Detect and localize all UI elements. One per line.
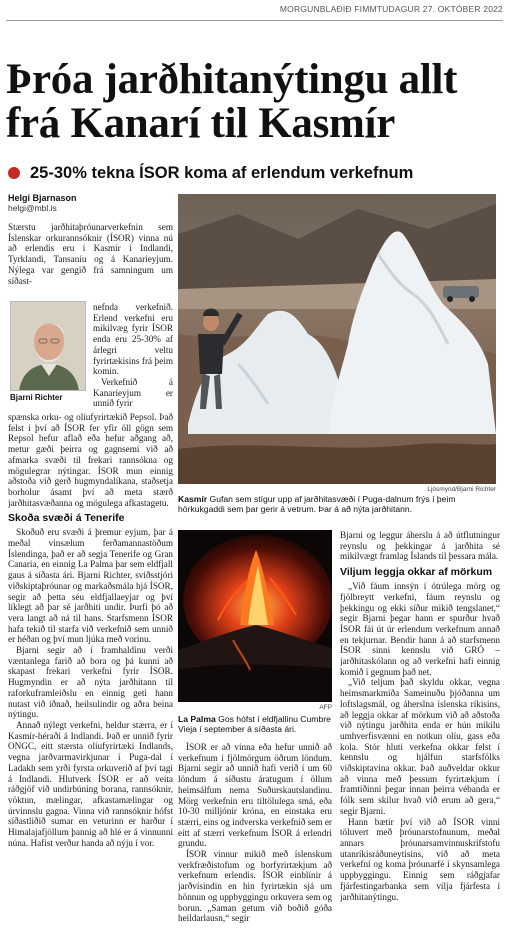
headline-line-2: frá Kanarí til Kasmír xyxy=(6,100,395,147)
headline xyxy=(6,58,506,146)
column-2-body xyxy=(178,742,332,942)
kasmir-photo-caption xyxy=(178,494,496,514)
header-rule xyxy=(6,20,503,21)
byline-author: Helgi Bjarnason xyxy=(8,193,77,203)
column-1-body xyxy=(8,412,173,940)
kasmir-photo-image xyxy=(178,194,496,484)
portrait-image xyxy=(11,302,86,391)
la-palma-photo xyxy=(178,530,332,702)
paragraph: Verkefnið á Kanaríeyjum er unnið fyrir xyxy=(93,376,173,409)
caption-lead: La Palma xyxy=(178,714,216,724)
section-heading: Viljum leggja okkar af mörkum xyxy=(340,566,493,579)
kasmir-photo xyxy=(178,194,496,484)
paragraph: „Við teljum það skyldu okkar, vegna heimsmarkmiða Sameinuðu þjóðanna um loftslagsmál, og áherslna íslenska ríkisins, að leggja okkar af mörkum við að aðstoða við nýtingu jarðhita enda er hún mikilu umhverfisvænni en notkun olíu, gass eða kola. Stór hluti verkefna okkar felst í kennslu og hjálfun starfsfólks viðskiptavina okkar. Það auðveldar okkur að vinna með þessum fyrirtækjum í framtíðinni þegar innan þeirra vébanda er fólk sem skilur hvað við erum að gera,“ segir Bjarni. xyxy=(340,677,500,816)
la-palma-photo-caption xyxy=(178,714,332,734)
kasmir-photo-credit: Ljósmynd/Bjarni Richter xyxy=(427,486,496,493)
paragraph: ÍSOR er að vinna eða hefur unnið að verkefnum í fjölmörgum öðrum löndum. Bjarni segir að unnið hafi verið í um 60 löndum á síðustu áratugum í öllum heimsálfum nema Suðurskautslandinu. Mörg verkefnin eru tiltölulega smá, eða 10-30 milljónir króna, en einstaka eru stærri, eins og indverska verkefnið sem er eitt af stærri verkefnum ÍSOR á erlendri grundu. xyxy=(178,742,332,849)
paragraph: Stærstu jarðhitaþróunarverkefnin sem Íslenskar orkurannsóknir (ÍSOR) vinna nú að erlendis eru í Kasmír í Indlandi, Tyrklandi, Tansaníu og á Kanaríeyjum. Nýlega var gengið frá samningum um síðast- xyxy=(8,222,173,286)
caption-lead: Kasmír xyxy=(178,494,208,504)
section-heading: Skoða svæði á Tenerife xyxy=(8,512,125,525)
red-bullet-icon xyxy=(8,167,20,179)
portrait-photo xyxy=(10,301,86,391)
paragraph: nefnda verkefnið. Erlend verkefni eru mikilvæg fyrir ÍSOR enda eru 25-30% af árlegri veltu fyrirtækisins frá þeim komin. xyxy=(93,302,173,377)
la-palma-photo-credit: AFP xyxy=(319,704,332,711)
column-1-beside-portrait xyxy=(93,302,173,412)
subheadline-text: 25-30% tekna ÍSOR koma af erlendum verkefnum xyxy=(30,163,414,182)
paragraph: Annað nýlegt verkefni, heldur stærra, er í Kasmír-héraði á Indlandi. Það er unnið fyrir ONGC, eitt stærsta olíufyrirtæki Indlands, vegna jarðvarmavirkjunar í Puga-dal í Ladakh sem yrði fyrsta orkuverið af því tagi á Indlandi. Hlutverk ÍSOR er að veita ráðgjöf við undirbúning borana, rannsóknir, vöktun, mælingar, afkastamælingar og úrvinnslu gagna. Vinna við rannsóknir hófst síðastliðið sumar en veturinn er harður í Himalajafjöllum þannig að hlé er á vinnunni núna. Hafist verður handa að nýju í vor. xyxy=(8,719,173,848)
paragraph: ÍSOR vinnur mikið með íslenskum verkfræðistofum og borfyrirtækjum að verkefnum erlendis. ÍSOR einblínir á jarðvísindin en hin fyrirtækin sjá um hönnun og uppbyggingu orkuvera sem og borun. „Saman getum við boðið góða heildarlausn,“ segir xyxy=(178,849,332,924)
caption-text: Gufan sem stígur upp af jarðhitasvæði í Puga-dalnum frýs í þeim hörkukgaddi sem þar gerir á vetrum. Þar á að nýta jarðhitann. xyxy=(178,494,456,514)
column-1-intro xyxy=(8,222,173,304)
column-3-body xyxy=(340,530,500,942)
byline-email[interactable]: helgi@mbl.is xyxy=(8,203,57,213)
paragraph: Hann bætir því við að ÍSOR vinni töluvert með þróunarstofnunum, meðal annars þróunarsamvinnuskrifstofu utanríkisráðuneytisins, við að meta verkefni og koma þróunarfé í skynsamlega uppbyggingu. Einnig sem ráðgjafar fjárfestingarbanka sem vilja fjárfesta í jarðhitanýtingu. xyxy=(340,816,500,902)
paragraph: Bjarni segir að í framhaldinu verði væntanlega farið að bora og þá kunni að skapast frekari verkefni fyrir ÍSOR. Hugmyndin er að nýta jarðhitann til raforkuframleiðslu en einnig geti hann nutast við iðnað, heilsulindir og aðra beina nýtingu. xyxy=(8,645,173,720)
portrait-caption: Bjarni Richter xyxy=(10,393,63,402)
caption-text: Gos hófst í eldfjallinu Cumbre Vieja í september á síðasta ári. xyxy=(178,714,331,734)
paragraph: Bjarni og leggur áherslu á að útflutningur reynslu og þekkingar á jarðhita sé mikilvægt framlag Íslands til þessara mála. xyxy=(340,530,500,562)
paragraph: spænska orku- og olíufyrirtækið Pepsol. Það felst í því að ÍSOR fer yfir öll gögn sem Repsol hefur aflað eða hefur aðgang að, metur gæði þeirra og gagnsemi við að afmarka svæði til frekari rannsókna og mögulegrar nýtingar. ÍSOR mun einnig aðstoða við gerð hugmyndalíkana, staðsetja borholur ásamt því að meta stærð jarðhitasvæðanna og mögulega afkastagetu. xyxy=(8,412,173,508)
paragraph: Skoðuð eru svæði á þremur eyjum, þar á meðal vinsælum ferðamannastöðum Íslendinga, það er að segja Tenerife og Gran Canaria, en einnig La Palma þar sem eldfjall gaus á síðasta ári. Bjarni Richter, sviðsstjóri viðskiptaþróunar og markaðsmála hjá ÍSOR, segir að þetta séu eldfjallaeyjar og því líklegt að þar sé jarðhiti undir. Þurfi þó að vera langt að ná til hans. Starfsmenn ÍSOR hafa tekið til starfa við verkefnið sem unnið er héðan og því mun ljúka með vorinu. xyxy=(8,527,173,645)
page-header: MORGUNBLAÐIÐ FIMMTUDAGUR 27. OKTÓBER 2022 xyxy=(279,4,503,14)
headline-line-1: Þróa jarðhitanýtingu allt xyxy=(6,56,458,103)
la-palma-photo-image xyxy=(178,530,332,702)
subheadline xyxy=(8,163,508,183)
paragraph: „Við fáum innsýn í ótrúlega mörg og fjölbreytt verkefni, fáum reynslu og þekkingu og ekki síður mikið tengslanet,“ segir Bjarni þegar hann er spurður hvað ÍSOR fái út úr erlendum verkefnum annað en tekjurnar. Bendir hann á að starfsmenn ÍSOR sinni kennslu við GRÓ – jarðhitaskólann og að verkefni hafi einnig komið í gegnum það net. xyxy=(340,581,500,677)
